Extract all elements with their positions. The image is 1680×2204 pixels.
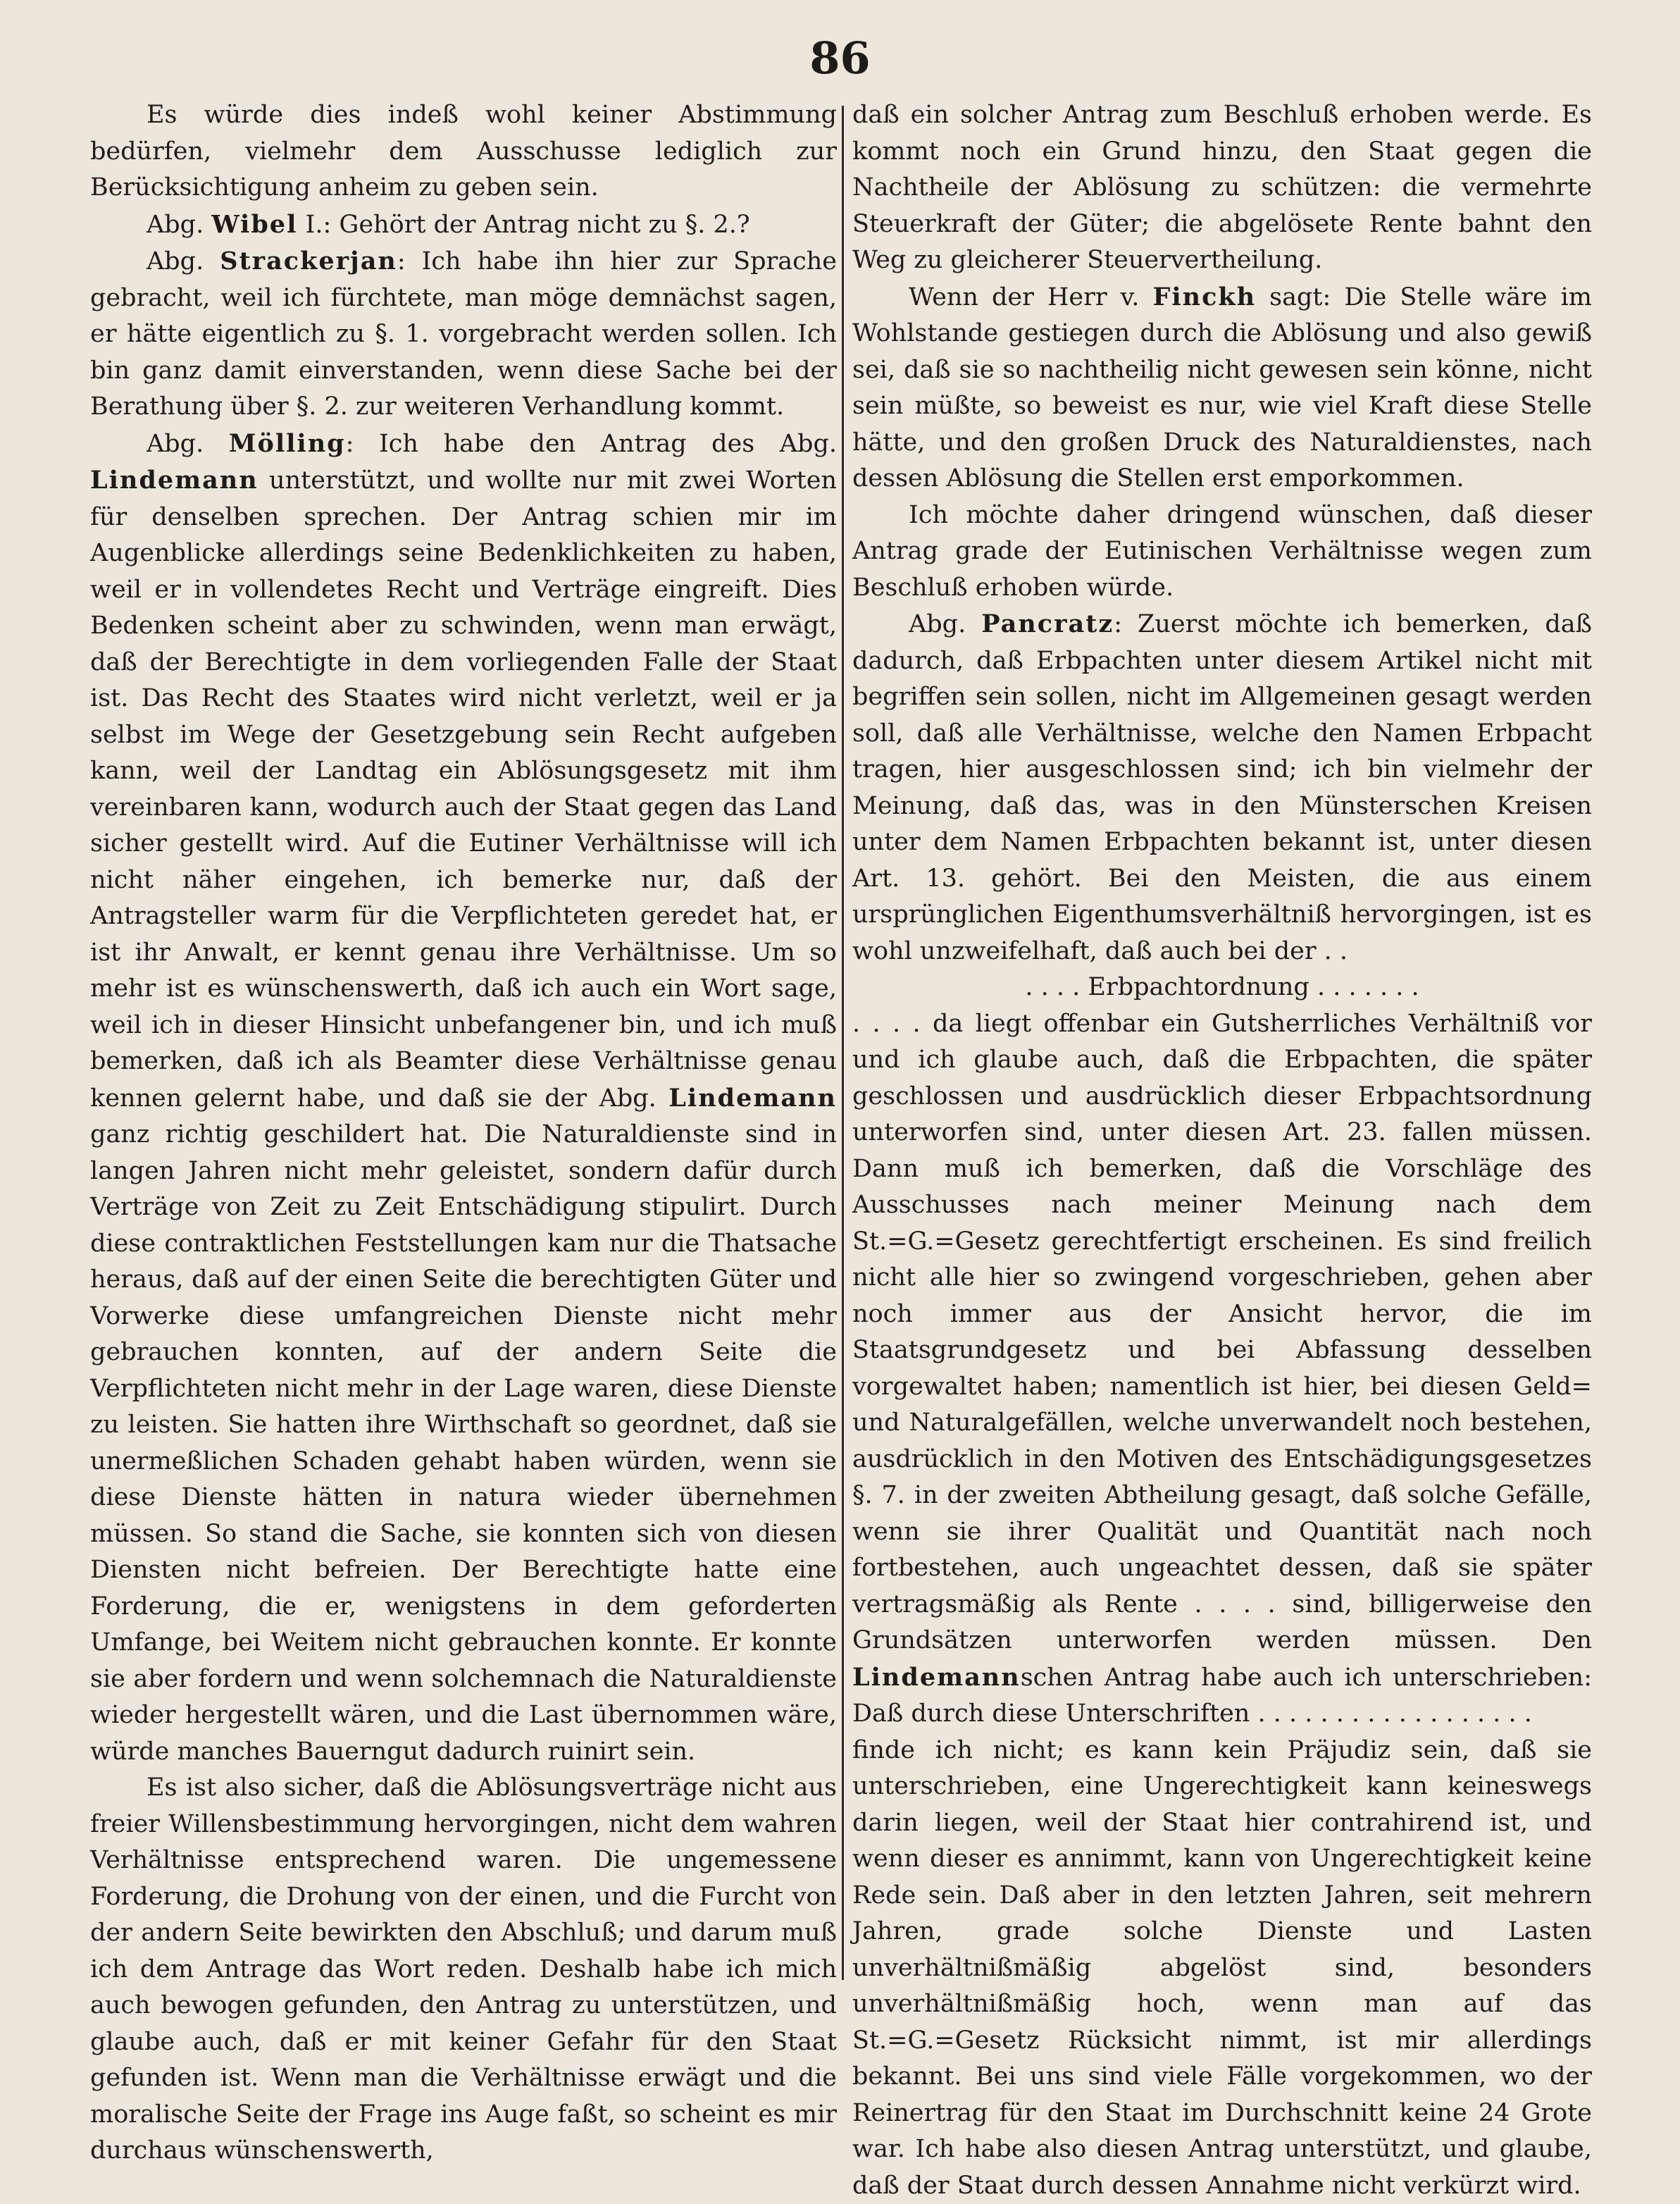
paragraph-text: Es würde dies indeß wohl keiner Abstimmung bedürfen, vielmehr dem Ausschusse lediglich zur Berücksichtigung anheim zu geben sein. <box>90 101 837 202</box>
paragraph <box>90 97 837 206</box>
paragraph <box>852 1006 1592 1733</box>
paragraph <box>90 206 837 244</box>
speaker-name: Pancratz <box>981 609 1114 638</box>
speaker-name: Strackerjan <box>220 247 397 276</box>
paragraph <box>852 279 1592 497</box>
paragraph-text: Abg. <box>147 211 211 239</box>
speaker-name: Lindemann <box>852 1663 1021 1692</box>
speaker-name: Finckh <box>1152 283 1256 311</box>
speaker-name: Mölling <box>229 429 346 458</box>
paragraph-text: : Ich habe ihn hier zur Sprache gebracht, weil ich fürchtete, man möge demnächst sagen, er hätte eigentlich zu §. 1. vorgebracht werden sollen. Ich bin ganz damit einverstanden, wenn diese Sache bei der Berathung über §. 2. zur weiteren Verhandlung kommt. <box>90 247 837 421</box>
paragraph-text: Abg. <box>909 610 981 638</box>
paragraph-text: unterstützt, und wollte nur mit zwei Worten für denselben sprechen. Der Antrag schien mir im Augenblicke allerdings seine Bedenklichkeiten zu haben, weil er in vollendetes Recht und Verträge eingreift. Dies Bedenken scheint aber zu schwinden, wenn man erwägt, daß der Berechtigte in dem vorliegenden Falle der Staat ist. Das Recht des Staates wird nicht verletzt, weil er ja selbst im Wege der Gesetzgebung sein Recht aufgeben kann, weil der Landtag ein Ablösungsgesetz mit ihm vereinbaren kann, wodurch auch der Staat gegen das Land sicher gestellt wird. Auf die Eutiner Verhältnisse will ich nicht näher eingehen, ich bemerke nur, daß der Antragsteller warm für die Verpflichteten geredet hat, er ist ihr Anwalt, er kennt genau ihre Verhältnisse. Um so mehr ist es wünschenswerth, daß ich auch ein Wort sage, weil ich in dieser Hinsicht unbefangener bin, und ich muß bemerken, daß ich als Beamter diese Verhältnisse genau kennen gelernt habe, und daß sie der Abg. <box>90 466 837 1113</box>
paragraph <box>90 1770 837 2169</box>
paragraph <box>852 497 1592 607</box>
paragraph-text: Ich möchte daher dringend wünschen, daß dieser Antrag grade der Eutinischen Verhältnisse wegen zum Beschluß erhoben würde. <box>852 501 1592 602</box>
paragraph-text: sagt: Die Stelle wäre im Wohlstande gestiegen durch die Ablösung und also gewiß sei, daß sie so nachtheilig nicht gewesen sein könne, nicht sein müßte, so beweist es nur, wie viel Kraft diese Stelle hätte, und den großen Druck des Naturaldienstes, nach dessen Ablösung die Stellen erst emporkommen. <box>852 283 1592 493</box>
paragraph <box>90 426 837 1771</box>
speaker-name: Wibel <box>211 210 297 239</box>
right-column <box>852 97 1592 2204</box>
paragraph-text: : Ich habe den Antrag des Abg. <box>346 430 837 458</box>
paragraph-text: I.: Gehört der Antrag nicht zu §. 2.? <box>297 211 749 239</box>
paragraph <box>852 1733 1592 2204</box>
paragraph <box>852 97 1592 279</box>
paragraph <box>852 606 1592 970</box>
paragraph-text: schen Antrag habe auch ich unterschrieben: Daß durch diese Unterschriften . . . . . . . . . . . . . . . . . . <box>852 1664 1592 1728</box>
speaker-name: Lindemann <box>668 1084 837 1113</box>
paragraph-text: ganz richtig geschildert hat. Die Naturaldienste sind in langen Jahren nicht mehr geleistet, sondern dafür durch Verträge von Zeit zu Zeit Entschädigung stipulirt. Durch diese contraktlichen Feststellungen kam nur die Thatsache heraus, daß auf der einen Seite die berechtigten Güter und Vorwerke diese umfangreichen Dienste nicht mehr gebrauchen konnten, auf der andern Seite die Verpflichteten nicht mehr in der Lage waren, diese Dienste zu leisten. Sie hatten ihre Wirthschaft so geordnet, daß sie unermeßlichen Schaden gehabt haben würden, wenn sie diese Dienste hätten in natura wieder übernehmen müssen. So stand die Sache, sie konnten sich von diesen Diensten nicht befreien. Der Berechtigte hatte eine Forderung, die er, wenigstens in dem geforderten Umfange, bei Weitem nicht gebrauchen konnte. Er konnte sie aber fordern und wenn solchemnach die Naturaldienste wieder hergestellt wären, und die Last übernommen wäre, würde manches Bauerngut dadurch ruinirt sein. <box>90 1120 837 1766</box>
paragraph-text: . . . . Erbpachtordnung . . . . . . . <box>1025 973 1419 1001</box>
paragraph-text: . . . . da liegt offenbar ein Gutsherrliches Verhältniß vor und ich glaube auch, daß die Erbpachten, die später geschlossen und ausdrücklich dieser Erbpachtsordnung unterworfen sind, unter diesen Art. 23. fallen müssen. Dann muß ich bemerken, daß die Vorschläge des Ausschusses nach meiner Meinung nach dem St.=G.=Gesetz gerechtfertigt erscheinen. Es sind freilich nicht alle hier so zwingend vorgeschrieben, gehen aber noch immer aus der Ansicht hervor, die im Staatsgrundgesetz und bei Abfassung desselben vorgewaltet haben; namentlich ist hier, bei diesen Geld= und Naturalgefällen, welche unverwandelt noch bestehen, ausdrücklich in den Motiven des Entschädigungsgesetzes §. 7. in der zweiten Abtheilung gesagt, daß solche Gefälle, wenn sie ihrer Qualität und Quantität nach noch fortbestehen, auch ungeachtet dessen, daß sie später vertragsmäßig als Rente . . . . sind, billigerweise den Grundsätzen unterworfen werden müssen. Den <box>852 1010 1592 1655</box>
paragraph-text: Abg. <box>147 247 220 276</box>
paragraph-text: daß ein solcher Antrag zum Beschluß erhoben werde. Es kommt noch ein Grund hinzu, den Staat gegen die Nachtheile der Ablösung zu schützen: die vermehrte Steuerkraft der Güter; die abgelösete Rente bahnt den Weg zu gleicherer Steuervertheilung. <box>852 101 1592 274</box>
paragraph-text: Abg. <box>147 430 229 458</box>
paragraph <box>90 243 837 426</box>
paragraph <box>852 970 1592 1006</box>
paragraph-text: : Zuerst möchte ich bemerken, daß dadurch, daß Erbpachten unter diesem Artikel nicht mit begriffen sein sollen, nicht im Allgemeinen gesagt werden soll, daß alle Verhältnisse, welche den Namen Erbpacht tragen, hier ausgeschlossen sind; ich bin vielmehr der Meinung, daß das, was in den Münsterschen Kreisen unter dem Namen Erbpachten bekannt ist, unter diesen Art. 13. gehört. Bei den Meisten, die aus einem ursprünglichen Eigenthumsverhältniß hervorgingen, ist es wohl unzweifelhaft, daß auch bei der . . <box>852 610 1592 965</box>
column-divider <box>842 106 844 1980</box>
paragraph-text: finde ich nicht; es kann kein Präjudiz sein, daß sie unterschrieben, eine Ungerechtigkeit kann keineswegs darin liegen, weil der Staat hier contrahirend ist, und wenn dieser es annimmt, kann von Ungerechtigkeit keine Rede sein. Daß aber in den letzten Jahren, seit mehrern Jahren, grade solche Dienste und Lasten unverhältnißmäßig abgelöst sind, besonders unverhältnißmäßig hoch, wenn man auf das St.=G.=Gesetz Rücksicht nimmt, ist mir allerdings bekannt. Bei uns sind viele Fälle vorgekommen, wo der Reinertrag für den Staat im Durchschnitt keine 24 Grote war. Ich habe also diesen Antrag unterstützt, und glaube, daß der Staat durch dessen Annahme nicht verkürzt wird. <box>852 1736 1592 2200</box>
speaker-name: Lindemann <box>90 466 259 495</box>
paragraph-text: Wenn der Herr v. <box>909 283 1152 311</box>
paragraph-text: Es ist also sicher, daß die Ablösungsverträge nicht aus freier Willensbestimmung hervorgingen, nicht dem wahren Verhältnisse entsprechend waren. Die ungemessene Forderung, die Drohung von der einen, und die Furcht von der andern Seite bewirkten den Abschluß; und darum muß ich dem Antrage das Wort reden. Deshalb habe ich mich auch bewogen gefunden, den Antrag zu unterstützen, und glaube auch, daß er mit keiner Gefahr für den Staat gefunden ist. Wenn man die Verhältnisse erwägt und die moralische Seite der Frage ins Auge faßt, so scheint es mir durchaus wünschenswerth, <box>90 1773 837 2165</box>
page-number: 86 <box>0 32 1680 84</box>
left-column <box>90 97 837 2169</box>
